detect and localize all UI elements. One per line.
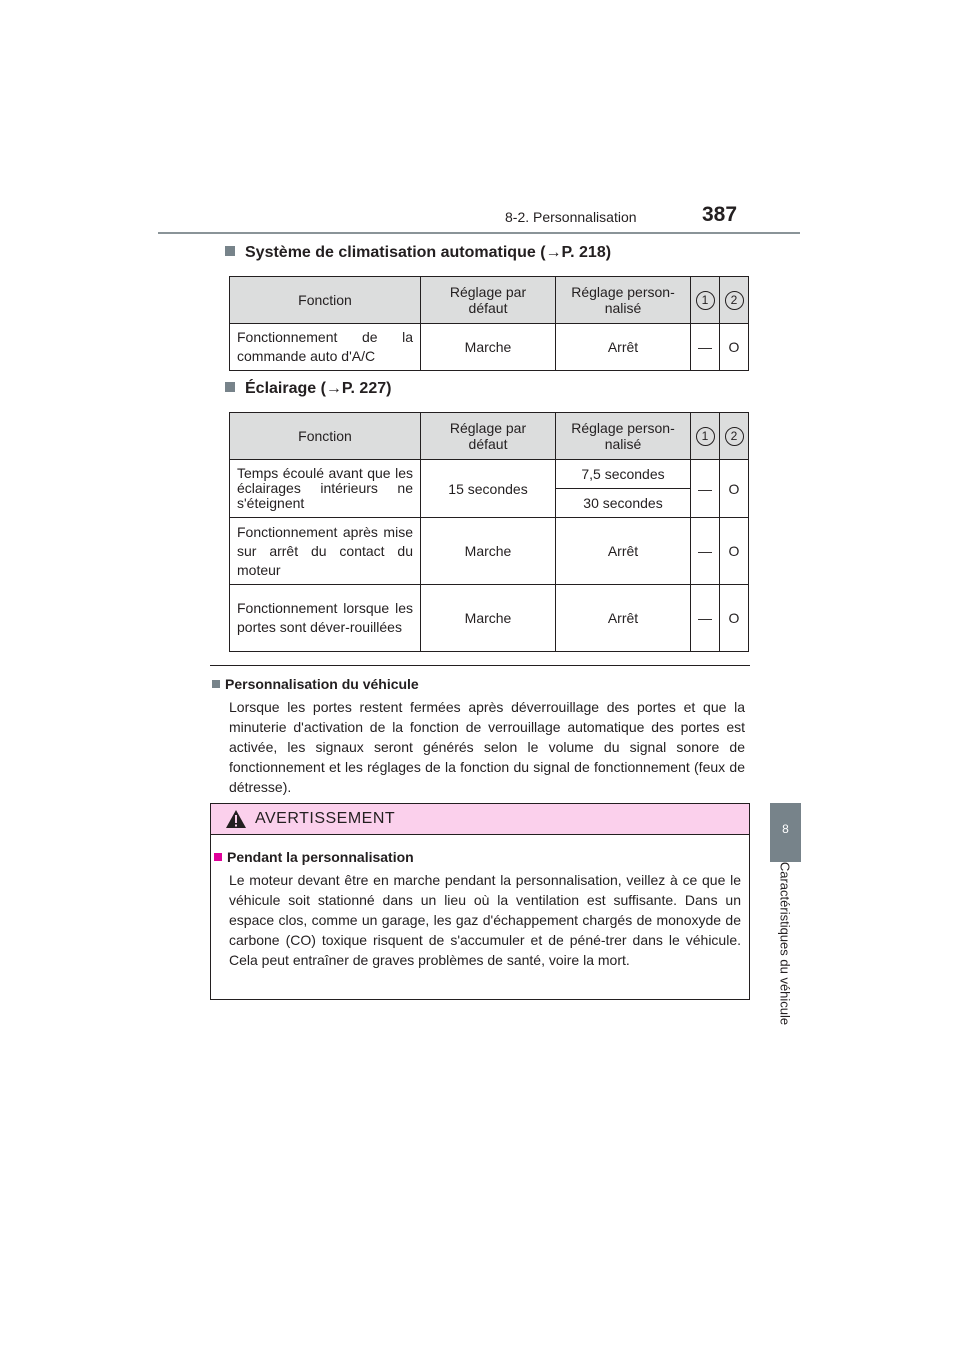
chapter-label: Caractéristiques du véhicule xyxy=(777,861,793,1026)
cell-custom: Arrêt xyxy=(556,324,691,371)
section-heading-text: Système de climatisation automatique (→P. 218) xyxy=(245,244,612,261)
page-number: 387 xyxy=(702,203,738,226)
cell-default: Marche xyxy=(421,518,556,585)
section-heading-lighting xyxy=(225,380,391,398)
cell-custom: Arrêt xyxy=(556,518,691,585)
table-row xyxy=(230,585,749,652)
section-title: 8-2. Personnalisation xyxy=(505,209,637,225)
cell-col2: O xyxy=(720,585,749,652)
table-row xyxy=(230,518,749,585)
cell-col2: O xyxy=(720,518,749,585)
climate-settings-table xyxy=(229,276,749,371)
header-custom: Réglage person-nalisé xyxy=(556,413,691,460)
square-bullet-icon xyxy=(225,246,235,256)
header-custom: Réglage person-nalisé xyxy=(556,277,691,324)
chapter-number: 8 xyxy=(782,822,789,836)
circled-number-2: 2 xyxy=(725,427,744,446)
cell-col1: — xyxy=(691,460,720,518)
note-heading xyxy=(212,676,419,692)
cell-custom-option-2: 30 secondes xyxy=(556,489,691,518)
circled-number-2: 2 xyxy=(725,291,744,310)
header-col1 xyxy=(691,277,720,324)
cell-default: 15 secondes xyxy=(421,460,556,518)
table-row xyxy=(230,460,749,489)
cell-col1: — xyxy=(691,518,720,585)
cell-function: Fonctionnement de la commande auto d'A/C xyxy=(230,324,421,371)
header-function: Fonction xyxy=(230,277,421,324)
circled-number-1: 1 xyxy=(696,427,715,446)
section-heading-climate xyxy=(225,244,611,262)
lighting-settings-table xyxy=(229,412,749,652)
table-header-row xyxy=(230,413,749,460)
warning-heading-text: Pendant la personnalisation xyxy=(227,849,414,865)
cell-col1: — xyxy=(691,585,720,652)
warning-heading xyxy=(214,849,414,865)
header-default: Réglage par défaut xyxy=(421,413,556,460)
cell-function: Fonctionnement lorsque les portes sont déver-rouillées xyxy=(230,585,421,652)
note-body: Lorsque les portes restent fermées après déverrouillage des portes et que la minuterie d'activation de la fonction de verrouillage automatique des portes est activée, les signaux seront générés selon le volume du signal sonore de fonctionnement et les réglages de la fonction du signal de fonctionnement (feux de détresse). xyxy=(229,699,745,795)
section-heading-text: Éclairage (→P. 227) xyxy=(245,380,392,397)
note-divider xyxy=(210,665,750,666)
header-col2 xyxy=(720,413,749,460)
square-bullet-icon xyxy=(225,382,235,392)
warning-body: Le moteur devant être en marche pendant la personnalisation, veillez à ce que le véhicule soit stationné dans un lieu où la ventilation est suffisante. Dans un espace clos, comme un garage, les gaz d'échappement chargés de monoxyde de carbone (CO) toxique risquent de s'accumuler et de péné-trer dans le véhicule. Cela peut entraîner de graves problèmes de santé, voire la mort. xyxy=(229,872,741,968)
header-col2 xyxy=(720,277,749,324)
warning-title: AVERTISSEMENT xyxy=(255,810,396,827)
circled-number-1: 1 xyxy=(696,291,715,310)
cell-custom-option-1: 7,5 secondes xyxy=(556,460,691,489)
header-function: Fonction xyxy=(230,413,421,460)
cell-function: Fonctionnement après mise sur arrêt du contact du moteur xyxy=(230,518,421,585)
table-row xyxy=(230,324,749,371)
warning-header xyxy=(211,804,749,835)
header-rule xyxy=(158,232,800,234)
cell-col2: O xyxy=(720,324,749,371)
cell-function: Temps écoulé avant que les éclairages intérieurs ne s'éteignent xyxy=(230,460,421,518)
warning-box xyxy=(210,803,750,1000)
cell-custom: Arrêt xyxy=(556,585,691,652)
cell-default: Marche xyxy=(421,324,556,371)
note-heading-text: Personnalisation du véhicule xyxy=(225,676,419,692)
square-bullet-icon xyxy=(212,680,220,688)
header-col1 xyxy=(691,413,720,460)
warning-triangle-icon xyxy=(225,809,247,829)
square-bullet-icon xyxy=(214,853,222,861)
table-header-row xyxy=(230,277,749,324)
cell-col1: — xyxy=(691,324,720,371)
header-default: Réglage par défaut xyxy=(421,277,556,324)
cell-col2: O xyxy=(720,460,749,518)
cell-default: Marche xyxy=(421,585,556,652)
